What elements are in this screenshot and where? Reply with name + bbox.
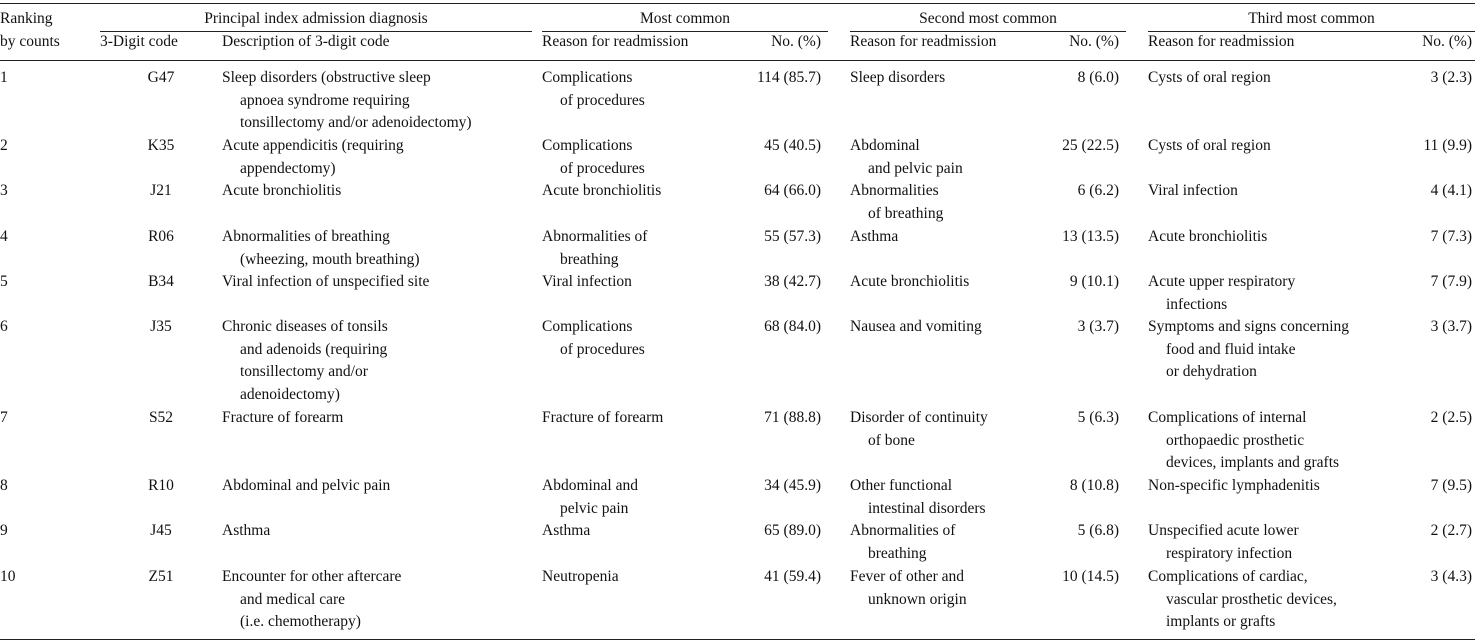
reason1-cell xyxy=(542,67,645,112)
count2-cell-line: 13 (13.5) xyxy=(1062,228,1119,245)
top-rule xyxy=(0,3,1475,4)
count1-cell-line: 55 (57.3) xyxy=(764,228,821,245)
code-cell xyxy=(100,180,222,203)
header-rule xyxy=(0,60,1475,61)
reason2-cell-line: Disorder of continuity xyxy=(850,409,988,426)
header-3digit-code: 3-Digit code xyxy=(100,33,178,50)
description-cell-line: tonsillectomy and/or adenoidectomy) xyxy=(240,114,472,131)
description-cell-line: apnoea syndrome requiring xyxy=(240,91,410,109)
reason3-cell-line: Unspecified acute lower xyxy=(1148,522,1299,539)
reason1-cell xyxy=(542,271,632,294)
count3-cell-line: 11 (9.9) xyxy=(1423,137,1472,154)
reason3-cell-line: respiratory infection xyxy=(1166,544,1293,562)
count2-cell-line: 10 (14.5) xyxy=(1062,568,1119,585)
reason2-cell-line: intestinal disorders xyxy=(868,499,986,517)
reason2-cell xyxy=(850,407,988,452)
count3-cell xyxy=(1350,271,1472,294)
reason2-cell xyxy=(850,135,963,180)
rank-cell xyxy=(0,316,8,339)
rank-cell-line: 3 xyxy=(0,182,8,199)
reason2-cell-line: Acute bronchiolitis xyxy=(850,273,970,290)
reason1-cell xyxy=(542,475,638,520)
reason1-cell xyxy=(542,180,661,203)
count3-cell xyxy=(1350,407,1472,430)
code-cell-line: J45 xyxy=(150,522,172,539)
description-cell-line: Abdominal and pelvic pain xyxy=(222,477,391,494)
reason1-cell xyxy=(542,520,590,543)
description-cell-line: Asthma xyxy=(222,522,271,539)
description-cell xyxy=(222,135,404,180)
reason2-cell xyxy=(850,67,945,90)
reason1-cell-line: Complications xyxy=(542,318,633,335)
count1-cell-line: 71 (88.8) xyxy=(764,409,821,426)
description-cell xyxy=(222,566,401,634)
reason1-cell-line: Abnormalities of xyxy=(542,228,648,245)
reason3-cell xyxy=(1148,520,1299,565)
reason3-cell-line: Acute upper respiratory xyxy=(1148,273,1296,290)
reason1-cell-line: Neutropenia xyxy=(542,568,619,585)
rank-cell xyxy=(0,520,8,543)
code-cell xyxy=(100,271,222,294)
code-cell-line: R06 xyxy=(148,228,174,245)
reason1-cell-line: Complications xyxy=(542,69,633,86)
code-cell-line: J21 xyxy=(150,182,172,199)
header-principal-diagnosis: Principal index admission diagnosis xyxy=(204,10,428,27)
count2-cell xyxy=(1000,566,1119,589)
rank-cell-line: 8 xyxy=(0,477,8,494)
description-cell xyxy=(222,475,390,498)
count1-cell-line: 65 (89.0) xyxy=(764,522,821,539)
count1-cell-line: 41 (59.4) xyxy=(764,568,821,585)
count1-cell-line: 38 (42.7) xyxy=(764,273,821,290)
header-reason-3: Reason for readmission xyxy=(1148,33,1295,50)
reason1-cell-line: Asthma xyxy=(542,522,591,539)
reason1-cell-line: Viral infection xyxy=(542,273,632,290)
reason3-cell-line: food and fluid intake xyxy=(1166,340,1296,358)
reason3-cell-line: Viral infection xyxy=(1148,182,1238,199)
code-cell-line: B34 xyxy=(148,273,174,290)
reason1-cell-line: breathing xyxy=(560,250,619,268)
description-cell-line: adenoidectomy) xyxy=(240,385,340,403)
count2-cell-line: 5 (6.3) xyxy=(1077,409,1119,426)
description-cell-line: tonsillectomy and/or xyxy=(240,363,368,380)
count3-cell-line: 7 (7.3) xyxy=(1430,228,1472,245)
description-cell-line: appendectomy) xyxy=(240,159,336,177)
header-third-most-common: Third most common xyxy=(1248,10,1375,27)
reason2-cell-line: Other functional xyxy=(850,477,953,494)
reason3-cell xyxy=(1148,67,1271,90)
count3-cell xyxy=(1350,67,1472,90)
description-cell-line: Acute appendicitis (requiring xyxy=(222,137,404,154)
rank-cell-line: 7 xyxy=(0,409,8,426)
header-no-1: No. (%) xyxy=(771,33,821,50)
reason3-cell xyxy=(1148,180,1238,203)
reason3-cell xyxy=(1148,316,1349,384)
count1-cell xyxy=(700,520,821,543)
reason3-cell-line: Acute bronchiolitis xyxy=(1148,228,1268,245)
reason3-cell-line: Cysts of oral region xyxy=(1148,137,1271,154)
reason1-cell-line: Abdominal and xyxy=(542,477,638,494)
count1-cell-line: 64 (66.0) xyxy=(764,182,821,199)
reason3-cell xyxy=(1148,135,1271,158)
reason3-cell-line: Symptoms and signs concerning xyxy=(1148,318,1350,335)
count2-cell xyxy=(1000,180,1119,203)
reason2-cell-line: Abnormalities of xyxy=(850,522,956,539)
code-cell-line: G47 xyxy=(147,69,175,86)
reason2-cell-line: Asthma xyxy=(850,228,899,245)
reason3-cell-line: infections xyxy=(1166,295,1228,313)
description-cell-line: Sleep disorders (obstructive sleep xyxy=(222,69,431,86)
count3-cell-line: 3 (2.3) xyxy=(1430,69,1472,86)
description-cell xyxy=(222,67,472,135)
count1-cell xyxy=(700,226,821,249)
count2-cell-line: 3 (3.7) xyxy=(1077,318,1119,335)
description-cell-line: Acute bronchiolitis xyxy=(222,182,342,199)
description-cell-line: Viral infection of unspecified site xyxy=(222,273,430,290)
count1-cell xyxy=(700,407,821,430)
rank-cell xyxy=(0,135,8,158)
bottom-rule xyxy=(0,639,1475,640)
reason3-cell xyxy=(1148,271,1295,316)
reason2-cell-line: Abnormalities xyxy=(850,182,939,199)
description-cell xyxy=(222,226,419,271)
reason3-cell-line: or dehydration xyxy=(1166,363,1257,380)
description-cell-line: and adenoids (requiring xyxy=(240,340,388,358)
count2-cell-line: 25 (22.5) xyxy=(1062,137,1119,154)
code-cell xyxy=(100,407,222,430)
count3-cell xyxy=(1350,135,1472,158)
header-most-common: Most common xyxy=(640,10,730,27)
count3-cell xyxy=(1350,316,1472,339)
code-cell xyxy=(100,475,222,498)
header-reason-1: Reason for readmission xyxy=(542,33,689,50)
reason3-cell-line: implants or grafts xyxy=(1166,613,1276,630)
count3-cell-line: 7 (7.9) xyxy=(1430,273,1472,290)
code-cell xyxy=(100,316,222,339)
rank-cell xyxy=(0,226,8,249)
count2-cell xyxy=(1000,520,1119,543)
count2-cell xyxy=(1000,226,1119,249)
code-cell-line: K35 xyxy=(147,137,175,154)
count3-cell xyxy=(1350,180,1472,203)
code-cell-line: J35 xyxy=(150,318,172,335)
count1-cell-line: 45 (40.5) xyxy=(764,137,821,154)
description-cell-line: (wheezing, mouth breathing) xyxy=(240,250,420,268)
count2-cell-line: 9 (10.1) xyxy=(1069,273,1119,290)
description-cell xyxy=(222,180,341,203)
reason2-cell xyxy=(850,226,898,249)
reason1-cell xyxy=(542,407,663,430)
reason2-cell xyxy=(850,520,955,565)
count2-cell xyxy=(1000,316,1119,339)
count3-cell-line: 7 (9.5) xyxy=(1430,477,1472,494)
reason2-cell-line: unknown origin xyxy=(868,590,967,608)
count2-cell xyxy=(1000,271,1119,294)
reason1-cell-line: of procedures xyxy=(560,91,645,109)
code-cell xyxy=(100,135,222,158)
description-cell-line: Encounter for other aftercare xyxy=(222,568,402,585)
count2-cell xyxy=(1000,407,1119,430)
count3-cell-line: 4 (4.1) xyxy=(1430,182,1472,199)
reason3-cell-line: Complications of internal xyxy=(1148,409,1307,426)
code-cell xyxy=(100,226,222,249)
reason3-cell-line: devices, implants and grafts xyxy=(1166,454,1340,471)
description-cell-line: Fracture of forearm xyxy=(222,409,344,426)
reason2-cell-line: of bone xyxy=(868,431,915,449)
count3-cell-line: 2 (2.5) xyxy=(1430,409,1472,426)
description-cell-line: (i.e. chemotherapy) xyxy=(240,613,361,630)
reason2-cell xyxy=(850,180,943,225)
count3-cell xyxy=(1350,566,1472,589)
code-cell xyxy=(100,566,222,589)
code-cell-line: Z51 xyxy=(148,568,174,585)
header-reason-2: Reason for readmission xyxy=(850,33,997,50)
description-cell xyxy=(222,407,343,430)
description-cell-line: Abnormalities of breathing xyxy=(222,228,390,245)
count1-cell xyxy=(700,566,821,589)
header-ranking-line1: Ranking xyxy=(0,10,53,27)
rank-cell-line: 9 xyxy=(0,522,8,539)
reason1-cell-line: Fracture of forearm xyxy=(542,409,664,426)
code-cell-line: S52 xyxy=(148,409,174,426)
reason2-cell-line: Sleep disorders xyxy=(850,69,946,86)
count1-cell xyxy=(700,271,821,294)
rank-cell-line: 4 xyxy=(0,228,8,245)
rank-cell xyxy=(0,475,8,498)
count2-cell-line: 8 (6.0) xyxy=(1077,69,1119,86)
code-cell xyxy=(100,67,222,90)
reason3-cell-line: vascular prosthetic devices, xyxy=(1166,590,1337,608)
reason3-cell xyxy=(1148,407,1339,475)
count3-cell xyxy=(1350,520,1472,543)
reason1-cell-line: Complications xyxy=(542,137,633,154)
reason2-cell xyxy=(850,271,969,294)
count3-cell xyxy=(1350,226,1472,249)
rank-cell xyxy=(0,67,8,90)
count3-cell-line: 2 (2.7) xyxy=(1430,522,1472,539)
reason2-cell-line: of breathing xyxy=(868,204,944,222)
count2-cell xyxy=(1000,475,1119,498)
header-no-3: No. (%) xyxy=(1422,33,1472,50)
reason3-cell xyxy=(1148,226,1267,249)
reason2-cell-line: breathing xyxy=(868,544,927,562)
count2-cell-line: 8 (10.8) xyxy=(1069,477,1119,494)
reason1-cell xyxy=(542,316,645,361)
reason1-cell xyxy=(542,226,647,271)
reason3-cell-line: orthopaedic prosthetic xyxy=(1166,431,1305,449)
reason3-cell xyxy=(1148,566,1337,634)
count3-cell-line: 3 (4.3) xyxy=(1430,568,1472,585)
rank-cell-line: 5 xyxy=(0,273,8,290)
count1-cell xyxy=(700,135,821,158)
count1-cell-line: 114 (85.7) xyxy=(757,69,821,86)
reason1-cell-line: Acute bronchiolitis xyxy=(542,182,662,199)
rank-cell xyxy=(0,271,8,294)
reason3-cell-line: Cysts of oral region xyxy=(1148,69,1271,86)
rank-cell-line: 6 xyxy=(0,318,8,335)
reason2-cell xyxy=(850,316,982,339)
reason3-cell xyxy=(1148,475,1320,498)
reason2-cell-line: Fever of other and xyxy=(850,568,965,585)
count2-cell xyxy=(1000,135,1119,158)
count1-cell xyxy=(700,316,821,339)
count2-cell-line: 6 (6.2) xyxy=(1077,182,1119,199)
header-description: Description of 3-digit code xyxy=(222,33,390,50)
header-second-most-common: Second most common xyxy=(919,10,1057,27)
reason2-cell-line: Abdominal xyxy=(850,137,920,154)
count1-cell xyxy=(700,67,821,90)
reason1-cell xyxy=(542,566,619,589)
description-cell xyxy=(222,520,270,543)
rank-cell xyxy=(0,180,8,203)
header-ranking-line2: by counts xyxy=(0,33,60,50)
rank-cell xyxy=(0,566,16,589)
rank-cell-line: 2 xyxy=(0,137,8,154)
reason3-cell-line: Non-specific lymphadenitis xyxy=(1148,477,1320,494)
reason2-cell xyxy=(850,566,967,611)
rank-cell xyxy=(0,407,8,430)
reason2-cell xyxy=(850,475,986,520)
count3-cell xyxy=(1350,475,1472,498)
code-cell-line: R10 xyxy=(148,477,174,494)
count1-cell-line: 68 (84.0) xyxy=(764,318,821,335)
description-cell xyxy=(222,271,429,294)
reason3-cell-line: Complications of cardiac, xyxy=(1148,568,1308,585)
reason1-cell-line: pelvic pain xyxy=(560,499,629,517)
rank-cell-line: 10 xyxy=(0,568,16,585)
count1-cell xyxy=(700,180,821,203)
reason1-cell-line: of procedures xyxy=(560,340,645,358)
reason1-cell xyxy=(542,135,645,180)
code-cell xyxy=(100,520,222,543)
reason2-cell-line: and pelvic pain xyxy=(868,159,963,177)
count1-cell xyxy=(700,475,821,498)
reason2-cell-line: Nausea and vomiting xyxy=(850,318,982,335)
count3-cell-line: 3 (3.7) xyxy=(1430,318,1472,335)
count1-cell-line: 34 (45.9) xyxy=(764,477,821,494)
reason1-cell-line: of procedures xyxy=(560,159,645,177)
count2-cell xyxy=(1000,67,1119,90)
rank-cell-line: 1 xyxy=(0,69,8,86)
description-cell-line: and medical care xyxy=(240,590,345,608)
description-cell xyxy=(222,316,388,406)
description-cell-line: Chronic diseases of tonsils xyxy=(222,318,388,335)
header-no-2: No. (%) xyxy=(1069,33,1119,50)
count2-cell-line: 5 (6.8) xyxy=(1077,522,1119,539)
